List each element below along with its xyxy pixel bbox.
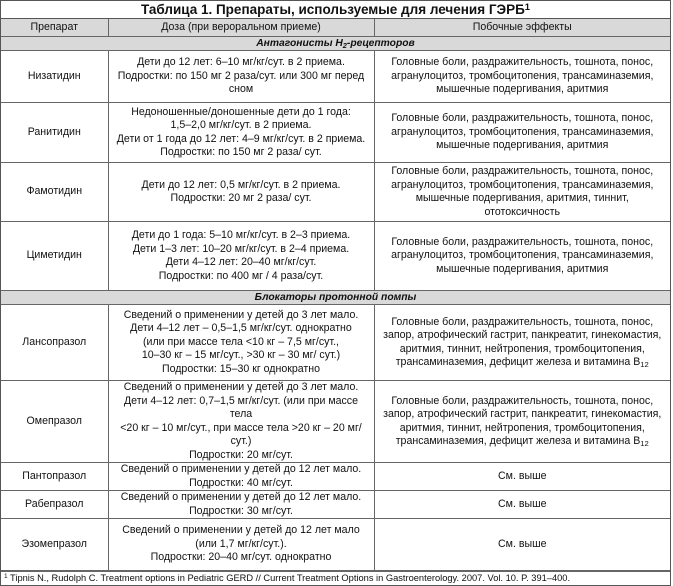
side-effects-line (378, 112, 668, 126)
side-effects-text: агранулоцитоз, тромбоцитопения, трансаминаземия, (391, 125, 654, 138)
side-effects-line (378, 236, 668, 250)
vitamin-subscript: 12 (640, 438, 649, 448)
side-effects-line (378, 435, 668, 449)
side-effects-text: См. выше (498, 497, 547, 510)
side-effects-line (378, 249, 668, 263)
side-effects-text: См. выше (498, 537, 547, 550)
side-effects-line (378, 83, 668, 97)
dose-line: Дети до 12 лет: 6–10 мг/кг/сут. в 2 приема. (137, 56, 345, 69)
side-effects-text: агранулоцитоз, тромбоцитопения, трансаминаземия, (391, 178, 654, 191)
dose-line: Сведений о применении у детей до 3 лет мало. (123, 381, 359, 393)
table-title-text: Таблица 1. Препараты, используемые для лечения ГЭРБ (140, 2, 525, 17)
dose-cell (108, 519, 374, 571)
side-effects-text: агранулоцитоз, тромбоцитопения, трансаминаземия, (391, 69, 654, 82)
side-effects-cell (374, 51, 670, 103)
dose-line: сном (228, 83, 254, 96)
dose-line: Подростки: по 150 мг 2 раза/сут. или 300 мг перед (117, 69, 365, 82)
side-effects-text: мышечные подергивания, аритмия, тиннит, (415, 192, 629, 204)
dose-cell (108, 491, 374, 519)
footnote-mark: 1 (4, 573, 8, 581)
side-effects-text: мышечные подергивания, аритмия (436, 139, 609, 152)
side-effects-text: мышечные подергивания, аритмия (436, 83, 609, 96)
table-row (1, 463, 670, 491)
dose-line: Подростки: по 150 мг 2 раза/ сут. (160, 146, 322, 158)
side-effects-cell (374, 305, 670, 381)
drug-name-cell: Омепразол (1, 381, 108, 463)
dose-line: Подростки: 20 мг 2 раза/ сут. (170, 192, 312, 204)
drug-name-cell: Пантопразол (1, 463, 108, 491)
dose-cell (108, 463, 374, 491)
drug-name-cell: Ранитидин (1, 103, 108, 163)
side-effects-text: аритмия, тиннит, нейтропения, тромбоцитопения, (399, 342, 645, 355)
dose-line: Дети от 1 года до 12 лет: 4–9 мг/кг/сут. в 2 приема. (116, 132, 366, 145)
side-effects-line (378, 356, 668, 370)
side-effects-text: трансаминаземия, дефицит железа и витамина B (395, 435, 641, 447)
side-effects-cell (374, 381, 670, 463)
drug-name-cell: Лансопразол (1, 305, 108, 381)
table-row (1, 163, 670, 222)
drug-name-cell: Низатидин (1, 51, 108, 103)
drug-name-cell: Рабепразол (1, 491, 108, 519)
section-title (1, 37, 670, 51)
dose-cell (108, 163, 374, 222)
side-effects-cell (374, 491, 670, 519)
header-dose: Доза (при вероральном приеме) (108, 19, 374, 37)
dose-line: Дети до 12 лет: 0,5 мг/кг/сут. в 2 приема. (141, 178, 341, 191)
footnote-text: Tipnis N., Rudolph C. Treatment options in Pediatric GERD // Current Treatment Options in Gastroenterology. 2007. Vol. 10. P. 391–400. (10, 573, 571, 583)
side-effects-text: запор, атрофический гастрит, панкреатит, гинекомастия, (383, 329, 662, 341)
dose-line: Подростки: 20 мг/сут. (189, 448, 293, 461)
dose-line: Подростки: 15–30 кг однократно (161, 362, 321, 375)
table-row (1, 305, 670, 381)
side-effects-line (378, 538, 668, 552)
side-effects-text: Головные боли, раздражительность, тошнота, понос, (391, 112, 654, 125)
side-effects-cell (374, 463, 670, 491)
dose-line: (или при массе тела <10 кг – 7,5 мг/сут., (143, 335, 339, 348)
dose-line: Подростки: по 400 мг / 4 раза/сут. (158, 269, 324, 282)
dose-line: 1,5–2,0 мг/кг/сут. в 2 приема. (170, 119, 312, 131)
side-effects-line (378, 498, 668, 512)
header-drug: Препарат (1, 19, 108, 37)
dose-cell (108, 103, 374, 163)
dose-line: Сведений о применении у детей до 3 лет мало. (123, 308, 359, 321)
table-title (1, 1, 670, 19)
side-effects-text: агранулоцитоз, тромбоцитопения, трансаминаземия, (391, 249, 654, 262)
side-effects-line (378, 408, 668, 422)
side-effects-text: Головные боли, раздражительность, тошнота, понос, (391, 56, 654, 69)
side-effects-line (378, 422, 668, 436)
section-header-row (1, 37, 670, 51)
side-effects-text: аритмия, тиннит, нейтропения, тромбоцитопения, (399, 421, 645, 434)
side-effects-line (378, 165, 668, 179)
section-title-text: Блокаторы протонной помпы (254, 291, 417, 303)
side-effects-cell (374, 103, 670, 163)
side-effects-line (378, 126, 668, 140)
dose-line: Сведений о применении у детей до 12 лет мало. (120, 491, 362, 503)
section-title-suffix: -рецепторов (346, 37, 415, 49)
dose-cell (108, 222, 374, 291)
side-effects-line (378, 56, 668, 70)
dose-line: Дети 4–12 лет – 0,5–1,5 мг/кг/сут. однократно (130, 322, 352, 335)
side-effects-line (378, 316, 668, 330)
side-effects-line (378, 139, 668, 153)
dose-cell (108, 51, 374, 103)
section-title-subscript: 2 (342, 40, 347, 50)
dose-line: (или 1,7 мг/кг/сут.). (195, 537, 287, 550)
side-effects-text: Головные боли, раздражительность, тошнота, понос, (391, 165, 654, 177)
dose-line: Подростки: 20–40 мг/сут. однократно (150, 551, 332, 564)
side-effects-line (378, 470, 668, 484)
header-side-effects: Побочные эффекты (374, 19, 670, 37)
dose-line: Подростки: 30 мг/сут. (189, 504, 293, 517)
footnote (1, 571, 670, 585)
dose-line: Дети 1–3 лет: 10–20 мг/кг/сут. в 2–4 приема. (132, 242, 350, 255)
dose-line: Дети 4–12 лет: 20–40 мг/кг/сут. (165, 256, 317, 268)
side-effects-text: ототоксичность (484, 205, 561, 218)
section-title (1, 291, 670, 305)
drugs-table (1, 19, 670, 571)
table-row (1, 51, 670, 103)
side-effects-line (378, 395, 668, 409)
drug-name-cell: Фамотидин (1, 163, 108, 222)
side-effects-line (378, 329, 668, 343)
side-effects-cell (374, 519, 670, 571)
title-footnote-mark: 1 (524, 1, 531, 13)
side-effects-text: Головные боли, раздражительность, тошнота, понос, (391, 315, 654, 328)
dose-line: <20 кг – 10 мг/сут., при массе тела >20 кг – 20 мг/сут.) (120, 421, 362, 447)
side-effects-line (378, 179, 668, 193)
dose-line: Дети 4–12 лет: 0,7–1,5 мг/кг/сут. (или при массе тела (123, 394, 358, 420)
dose-line: Дети до 1 года: 5–10 мг/кг/сут. в 2–3 приема. (131, 229, 351, 241)
dose-line: Сведений о применении у детей до 12 лет мало. (120, 463, 362, 475)
side-effects-line (378, 343, 668, 357)
vitamin-subscript: 12 (640, 359, 649, 369)
table-row (1, 519, 670, 571)
dose-line: Сведений о применении у детей до 12 лет мало (122, 524, 360, 537)
table-row (1, 103, 670, 163)
side-effects-line (378, 206, 668, 220)
dose-line: 10–30 кг – 15 мг/сут., >30 кг – 30 мг/ сут.) (141, 349, 341, 362)
drug-name-cell: Эзомепразол (1, 519, 108, 571)
side-effects-cell (374, 163, 670, 222)
table-body (1, 37, 670, 571)
side-effects-text: запор, атрофический гастрит, панкреатит, гинекомастия, (383, 408, 662, 420)
drug-name-cell: Циметидин (1, 222, 108, 291)
dose-cell (108, 381, 374, 463)
dose-cell (108, 305, 374, 381)
section-title-text: Антагонисты H (256, 37, 343, 49)
section-header-row (1, 291, 670, 305)
table-row (1, 381, 670, 463)
side-effects-text: мышечные подергивания, аритмия (436, 262, 609, 275)
side-effects-text: См. выше (498, 469, 547, 482)
dose-line: Недоношенные/доношенные дети до 1 года: (131, 105, 351, 118)
side-effects-line (378, 263, 668, 277)
dose-line: Подростки: 40 мг/сут. (189, 476, 293, 489)
header-row (1, 19, 670, 37)
side-effects-cell (374, 222, 670, 291)
table-row (1, 491, 670, 519)
side-effects-text: Головные боли, раздражительность, тошнота, понос, (391, 235, 654, 248)
side-effects-line (378, 70, 668, 84)
side-effects-line (378, 192, 668, 206)
side-effects-text: Головные боли, раздражительность, тошнота, понос, (391, 394, 654, 407)
side-effects-text: трансаминаземия, дефицит железа и витамина B (395, 356, 641, 368)
table-row (1, 222, 670, 291)
